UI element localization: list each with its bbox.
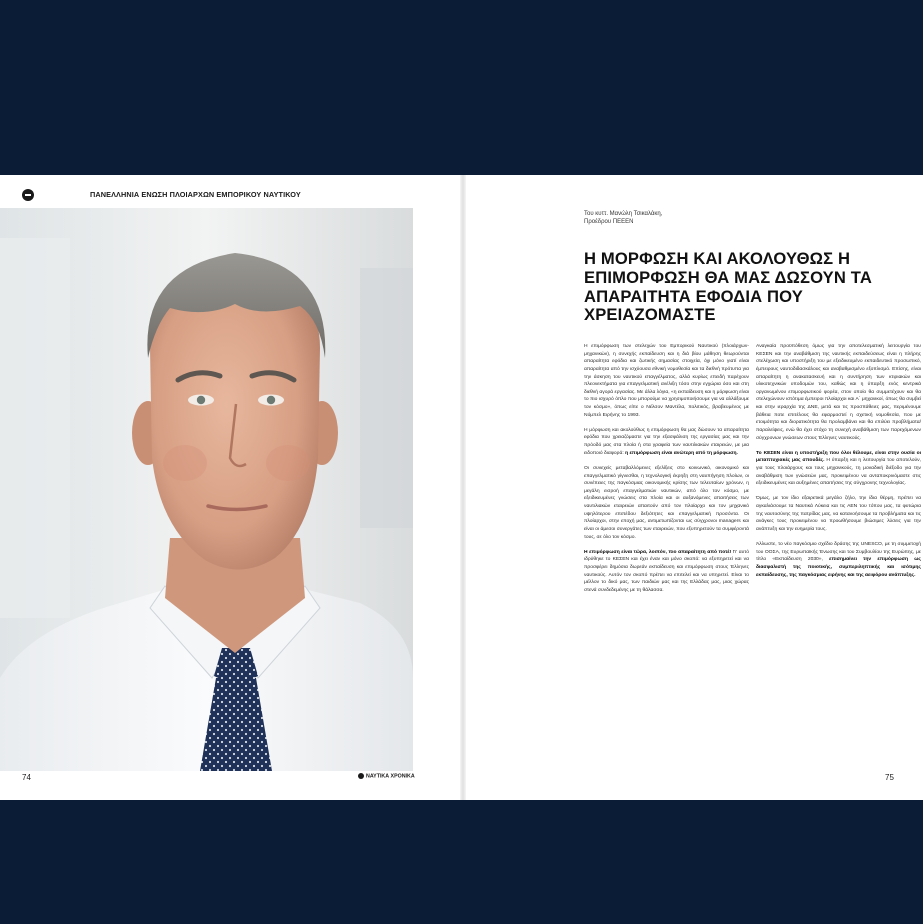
paragraph-emphasis: επισημαίνει την επιμόρφωση ως διασφαλιστή της ποιοτικής, συμπεριληπτικής και ισότιμης εκπαίδευσης, της παγκόσμιας ειρήνης και της αειφόρου ανάπτυξης.: [756, 557, 921, 578]
page-number-left: 74: [22, 773, 31, 782]
magazine-logo-icon: [22, 189, 34, 201]
magazine-spread: [0, 175, 923, 800]
paragraph-emphasis: Το ΚΕΣΕΝ είναι η υποστήριξη που όλοι θέλουμε, είναι στην ουσία οι μεταπτυχιακές μας σπουδές.: [756, 450, 921, 464]
paragraph-emphasis: Η επιμόρφωση είναι τώρα, λοιπόν, πιο απαραίτητη από ποτέ!: [584, 549, 732, 555]
spine-gutter: [460, 175, 466, 800]
paragraph: Αναγκαία προϋπόθεση όμως για την αποτελεσματική λειτουργία του ΚΕΣΕΝ και την αναβάθμιση της ναυτικής εκπαιδεύσεως είναι η πλήρης στελέχωση και υποστήριξη του με εξειδικευμένο εκπαιδευτικό προσωπικό, έμπειρους ναυτοδιδασκάλους και αναβαθμισμένο εξοπλισμό. Επίσης, είναι απαραίτητη η ανακατασκευή και η συντήρηση των κτιριακών και υλικοτεχνικών υποδομών του, καθώς και η ύπαρξη ενός κεντρικά οργανωμένου επιμορφωτικού φορέα, στον οποίο θα συμμετέχουν και θα στελεχώνουν ιστότιμα έμπειροι πλοίαρχοι και Α΄ μηχανικοί, όπως θα συμβεί και στην ιεραρχία της ΔΝΕ, μετά και τις προσπάθειες μας, περιμένουμε βάθεια ποτε επιτέλους θα εφαρμοστεί η σχετική νομοθεσία, που με ετοιμότητα και διορατικότητα θα προλαμβάνει και θα επιλύει προβλήματα/παραλείψεις, ενώ θα έχει στόχο τη συνεχή αναβάθμιση των παρεχόμενων σύγχρονων γνώσεων στους Έλληνες ναυτικούς.: [756, 344, 921, 441]
paragraph-text: Η μόρφωση και ακολούθως η επιμόρφωση θα μας δώσουν τα απαραίτητα εφόδια που χρειαζόμαστε για την εξασφάλιση της εργασίας μας και την πρόοδό μας στα πλοία ή στα γραφεία των ναυτιλιακών εταιρειών, με μια ειδοποιό διαφορά:: [584, 427, 749, 456]
paragraph: [756, 450, 921, 488]
byline-role: Προέδρου ΠΕΕΕΝ: [584, 218, 634, 225]
brand-logo-icon: [358, 773, 364, 779]
paragraph: Οι συνεχείς μεταβαλλόμενες εξελίξεις στο κοινωνικό, οικονομικό και επαγγελματικό γίγνεσθαι, η τεχνολογική έκρηξη στη ναυπήγηση πλοίων, οι συνέπειες της παγκόσμιας οικονομικής κρίσης των τελευταίων χρόνων, η μεγάλη εισροή επαγγελματιών ναυτικών, από όλο τον κόσμο, με εξειδικευμένες γνώσεις στα πλοία και οι αυξανόμενες απαιτήσεις των ναυτιλιακών εταιρειών απαιτούν από τον πλοίαρχο και τον μηχανικό υψηλότερου επιπέδου δεξιότητες και επαγγελματική προσόντα. Οι πλοίαρχοι, στην εποχή μας, αντιμετωπίζονται ως σύγχρονοι managers και είναι οι άμεσοι συνεργάτες των εταιρειών, που εξυπηρετούν τα συμφέροντά τους, σε όλο τον κόσμο.: [584, 465, 749, 540]
brand-footer: [358, 773, 415, 779]
paragraph: Όμως, με τον ίδιο εξαιρετικά μεγάλο ζήλο, την ίδια θέρμη, πρέπει να αγκαλιάσουμε τα Ναυτικά Λύκεια και τις ΑΕΝ του τόπου μας, τα φυτώρια της ναυτοσύνης της πατρίδας μας, να κατανοήσουμε τα προβλήματα και τις ανάγκες τους προκειμένου να προωθήσουμε βιώσιμες λύσεις για την ανάπτυξη και την ευημερία τους.: [756, 496, 921, 532]
article-column-1: [584, 343, 749, 602]
paragraph: [756, 541, 921, 579]
running-head: ΠΑΝΕΛΛΗΝΙΑ ΕΝΩΣΗ ΠΛΟΙΑΡΧΩΝ ΕΜΠΟΡΙΚΟΥ ΝΑΥΤΙΚΟΥ: [90, 190, 301, 199]
brand-name: ΝΑΥΤΙΚΑ ΧΡΟΝΙΚΑ: [366, 773, 415, 780]
paragraph: Η επιμόρφωση των στελεχών του Εμπορικού Ναυτικού (πλοιάρχων-μηχανικών), η συνεχής εκπαίδευση και η διά βίου μάθηση θεωρούνται απαραίτητα εφόδια και ζωτικής σημασίας στοιχεία, όχι μόνο γιατί είναι απαραίτητα από την ισχύουσα εθνική νομοθεσία και τα διεθνή πρότυπα για την άσκηση του ναυτικού επαγγέλματος, αλλά κυρίως επειδή παρέχουν πλεονεκτήματα για επαγγελματική ανέλιξη τόσο στην εγχώρια όσο και στη διεθνή αγορά εργασίας. Με άλλα λόγια, «η εκπαίδευση και η μόρφωση είναι το πιο ισχυρό όπλο που μπορούμε να χρησιμοποιήσουμε για να αλλάξουμε τον κόσμο», όπως είπε ο Νέλσον Μαντέλα, πολιτικός, βραβευμένος με Νόμπελ Ειρήνης το 1993.: [584, 344, 749, 418]
paragraph-emphasis: η επιμόρφωση είναι ανώτερη από τη μόρφωση.: [625, 450, 738, 456]
paragraph-text: Η ύπαρξη και η λειτουργία του αποτελούν, για τους πλοιάρχους και τους μηχανικούς, τη μοναδική διέξοδο για την αναβάθμιση των γνώσεών μας, προκειμένου να ανταποκρινόμαστε στις εξειδικευμένες και αυξημένες απαιτήσεις της σύγχρονης τεχνολογίας.: [756, 458, 921, 487]
byline: [584, 211, 662, 226]
portrait-illustration: [0, 208, 413, 771]
article-headline: Η ΜΟΡΦΩΣΗ ΚΑΙ ΑΚΟΛΟΥΘΩΣ Η ΕΠΙΜΟΡΦΩΣΗ ΘΑ ΜΑΣ ΔΩΣΟΥΝ ΤΑ ΑΠΑΡΑΙΤΗΤΑ ΕΦΟΔΙΑ ΠΟΥ ΧΡΕΙΑΖΟΜΑΣΤΕ: [584, 249, 872, 325]
paragraph: [584, 549, 749, 595]
article-column-2: [756, 343, 921, 587]
paragraph-text: Γι' αυτό ιδρύθηκε το ΚΕΣΕΝ και έχει έναν και μόνο σκοπό: να εξυπηρετεί και να προσφέρει δημόσια δωρεάν εκπαίδευση και επιμόρφωση στους Έλληνες ναυτικούς. Αυτόν τον σκοπό πρέπει να επιτελεί και να υπηρετεί. Είναι το μέλλον το δικό μας, των παιδιών μας και της Ελλάδας μας, μιας χώρας στενά συνδεδεμένης με τη θάλασσα.: [584, 549, 749, 593]
paragraph: [584, 427, 749, 458]
portrait-photo: [0, 208, 413, 771]
page-number-right: 75: [885, 773, 894, 782]
byline-author: Του κυττ. Μανώλη Τσικαλάκη,: [584, 211, 663, 217]
paragraph-text: Άλλωστε, το νέο παγκόσμιο σχέδιο δράσης της UNESCO, με τη συμμετοχή του ΟΟΣΑ, της Ευρωπαϊκής Ένωσης και του Συμβουλίου της Ευρώπης, με τίτλο «Εκπαίδευση 2030»,: [756, 542, 921, 563]
